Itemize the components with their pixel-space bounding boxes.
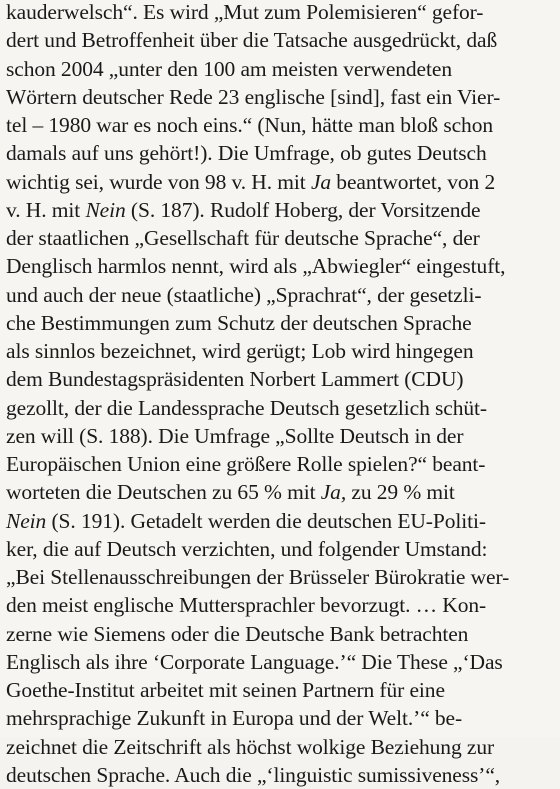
text-line — [6, 563, 554, 591]
line-text: che Bestimmungen zum Schutz der deutschen Sprache — [6, 310, 472, 335]
line-text: „Bei Stellenausschreibungen der Brüsseler Bürokratie wer- — [6, 565, 510, 589]
line-text: Englisch als ihre ‘Corporate Language.’“ Die These „‘Das — [6, 649, 503, 674]
text-line — [6, 394, 554, 422]
line-text: zen will (S. 188). Die Umfrage „Sollte Deutsch in der — [6, 423, 464, 448]
text-line — [6, 309, 554, 337]
line-text: Goethe-Institut arbeitet mit seinen Partnern für eine — [6, 678, 445, 702]
italic-text: Nein — [6, 508, 47, 533]
text-line — [6, 111, 554, 139]
line-text: tel – 1980 war es noch eins.“ (Nun, hätte man bloß schon — [6, 113, 493, 137]
line-text: Europäischen Union eine größere Rolle spielen?“ beant- — [6, 452, 486, 476]
text-line — [6, 450, 554, 478]
text-line — [6, 478, 554, 506]
line-text: als sinnlos bezeichnet, wird gerügt; Lob wird hingegen — [6, 339, 474, 363]
line-text: der staatlichen „Gesellschaft für deutsche Sprache“, der — [6, 226, 480, 250]
text-line — [6, 704, 554, 732]
line-text: beantwortet, von 2 — [331, 169, 496, 194]
line-text: dem Bundestagspräsidenten Norbert Lammert (CDU) — [6, 367, 464, 392]
line-text: den meist englische Muttersprachler bevorzugt. … Kon- — [6, 593, 487, 618]
italic-text: Ja — [310, 169, 332, 194]
italic-text: Ja, — [320, 480, 347, 505]
line-text: kauderwelsch“. Es wird „Mut zum Polemisieren“ gefor- — [6, 0, 484, 24]
text-line — [6, 55, 554, 83]
text-line — [6, 535, 554, 563]
italic-text: Nein — [85, 197, 126, 222]
text-line — [6, 83, 554, 111]
text-line — [6, 224, 554, 252]
line-text: (S. 187). Rudolf Hoberg, der Vorsitzende — [125, 197, 481, 222]
line-text: zu 29 % mit — [346, 480, 455, 505]
line-text: zeichnet die Zeitschrift als höchst wolkige Beziehung zur — [6, 734, 495, 759]
line-text: Denglisch harmlos nennt, wird als „Abwiegler“ eingestuft, — [6, 254, 506, 279]
text-line — [6, 196, 554, 224]
line-text: ker, die auf Deutsch verzichten, und folgender Umstand: — [6, 536, 488, 561]
text-line — [6, 648, 554, 676]
line-text: deutschen Sprache. Auch die „‘linguistic sumissiveness’“, — [6, 762, 501, 787]
text-line — [6, 620, 554, 648]
line-text: mehrsprachige Zukunft in Europa und der Welt.’“ be- — [6, 706, 463, 731]
text-line — [6, 507, 554, 535]
text-line — [6, 168, 554, 196]
text-line — [6, 591, 554, 619]
text-line — [6, 26, 554, 54]
text-line — [6, 676, 554, 704]
text-line — [6, 252, 554, 280]
text-line — [6, 0, 554, 26]
line-text: worteten die Deutschen zu 65 % mit — [6, 480, 321, 505]
text-line — [6, 139, 554, 167]
line-text: gezollt, der die Landessprache Deutsch gesetzlich schüt- — [6, 395, 487, 420]
text-line — [6, 422, 554, 450]
line-text: und auch der neue (staatliche) „Sprachrat“, der gesetzli- — [6, 282, 482, 307]
text-line — [6, 761, 554, 789]
line-text: v. H. mit — [6, 197, 86, 222]
text-line — [6, 281, 554, 309]
line-text: Wörtern deutscher Rede 23 englische [sind], fast ein Vier- — [6, 84, 501, 109]
body-text — [6, 0, 554, 789]
line-text: zerne wie Siemens oder die Deutsche Bank betrachten — [6, 621, 469, 646]
text-line — [6, 337, 554, 365]
text-line — [6, 733, 554, 761]
line-text: schon 2004 „unter den 100 am meisten verwendeten — [6, 56, 452, 81]
line-text: (S. 191). Getadelt werden die deutschen EU-Politi- — [46, 508, 486, 533]
line-text: wichtig sei, wurde von 98 v. H. mit — [6, 169, 311, 194]
text-line — [6, 365, 554, 393]
line-text: dert und Betroffenheit über die Tatsache ausgedrückt, daß — [6, 28, 498, 53]
line-text: damals auf uns gehört!). Die Umfrage, ob gutes Deutsch — [6, 141, 487, 166]
